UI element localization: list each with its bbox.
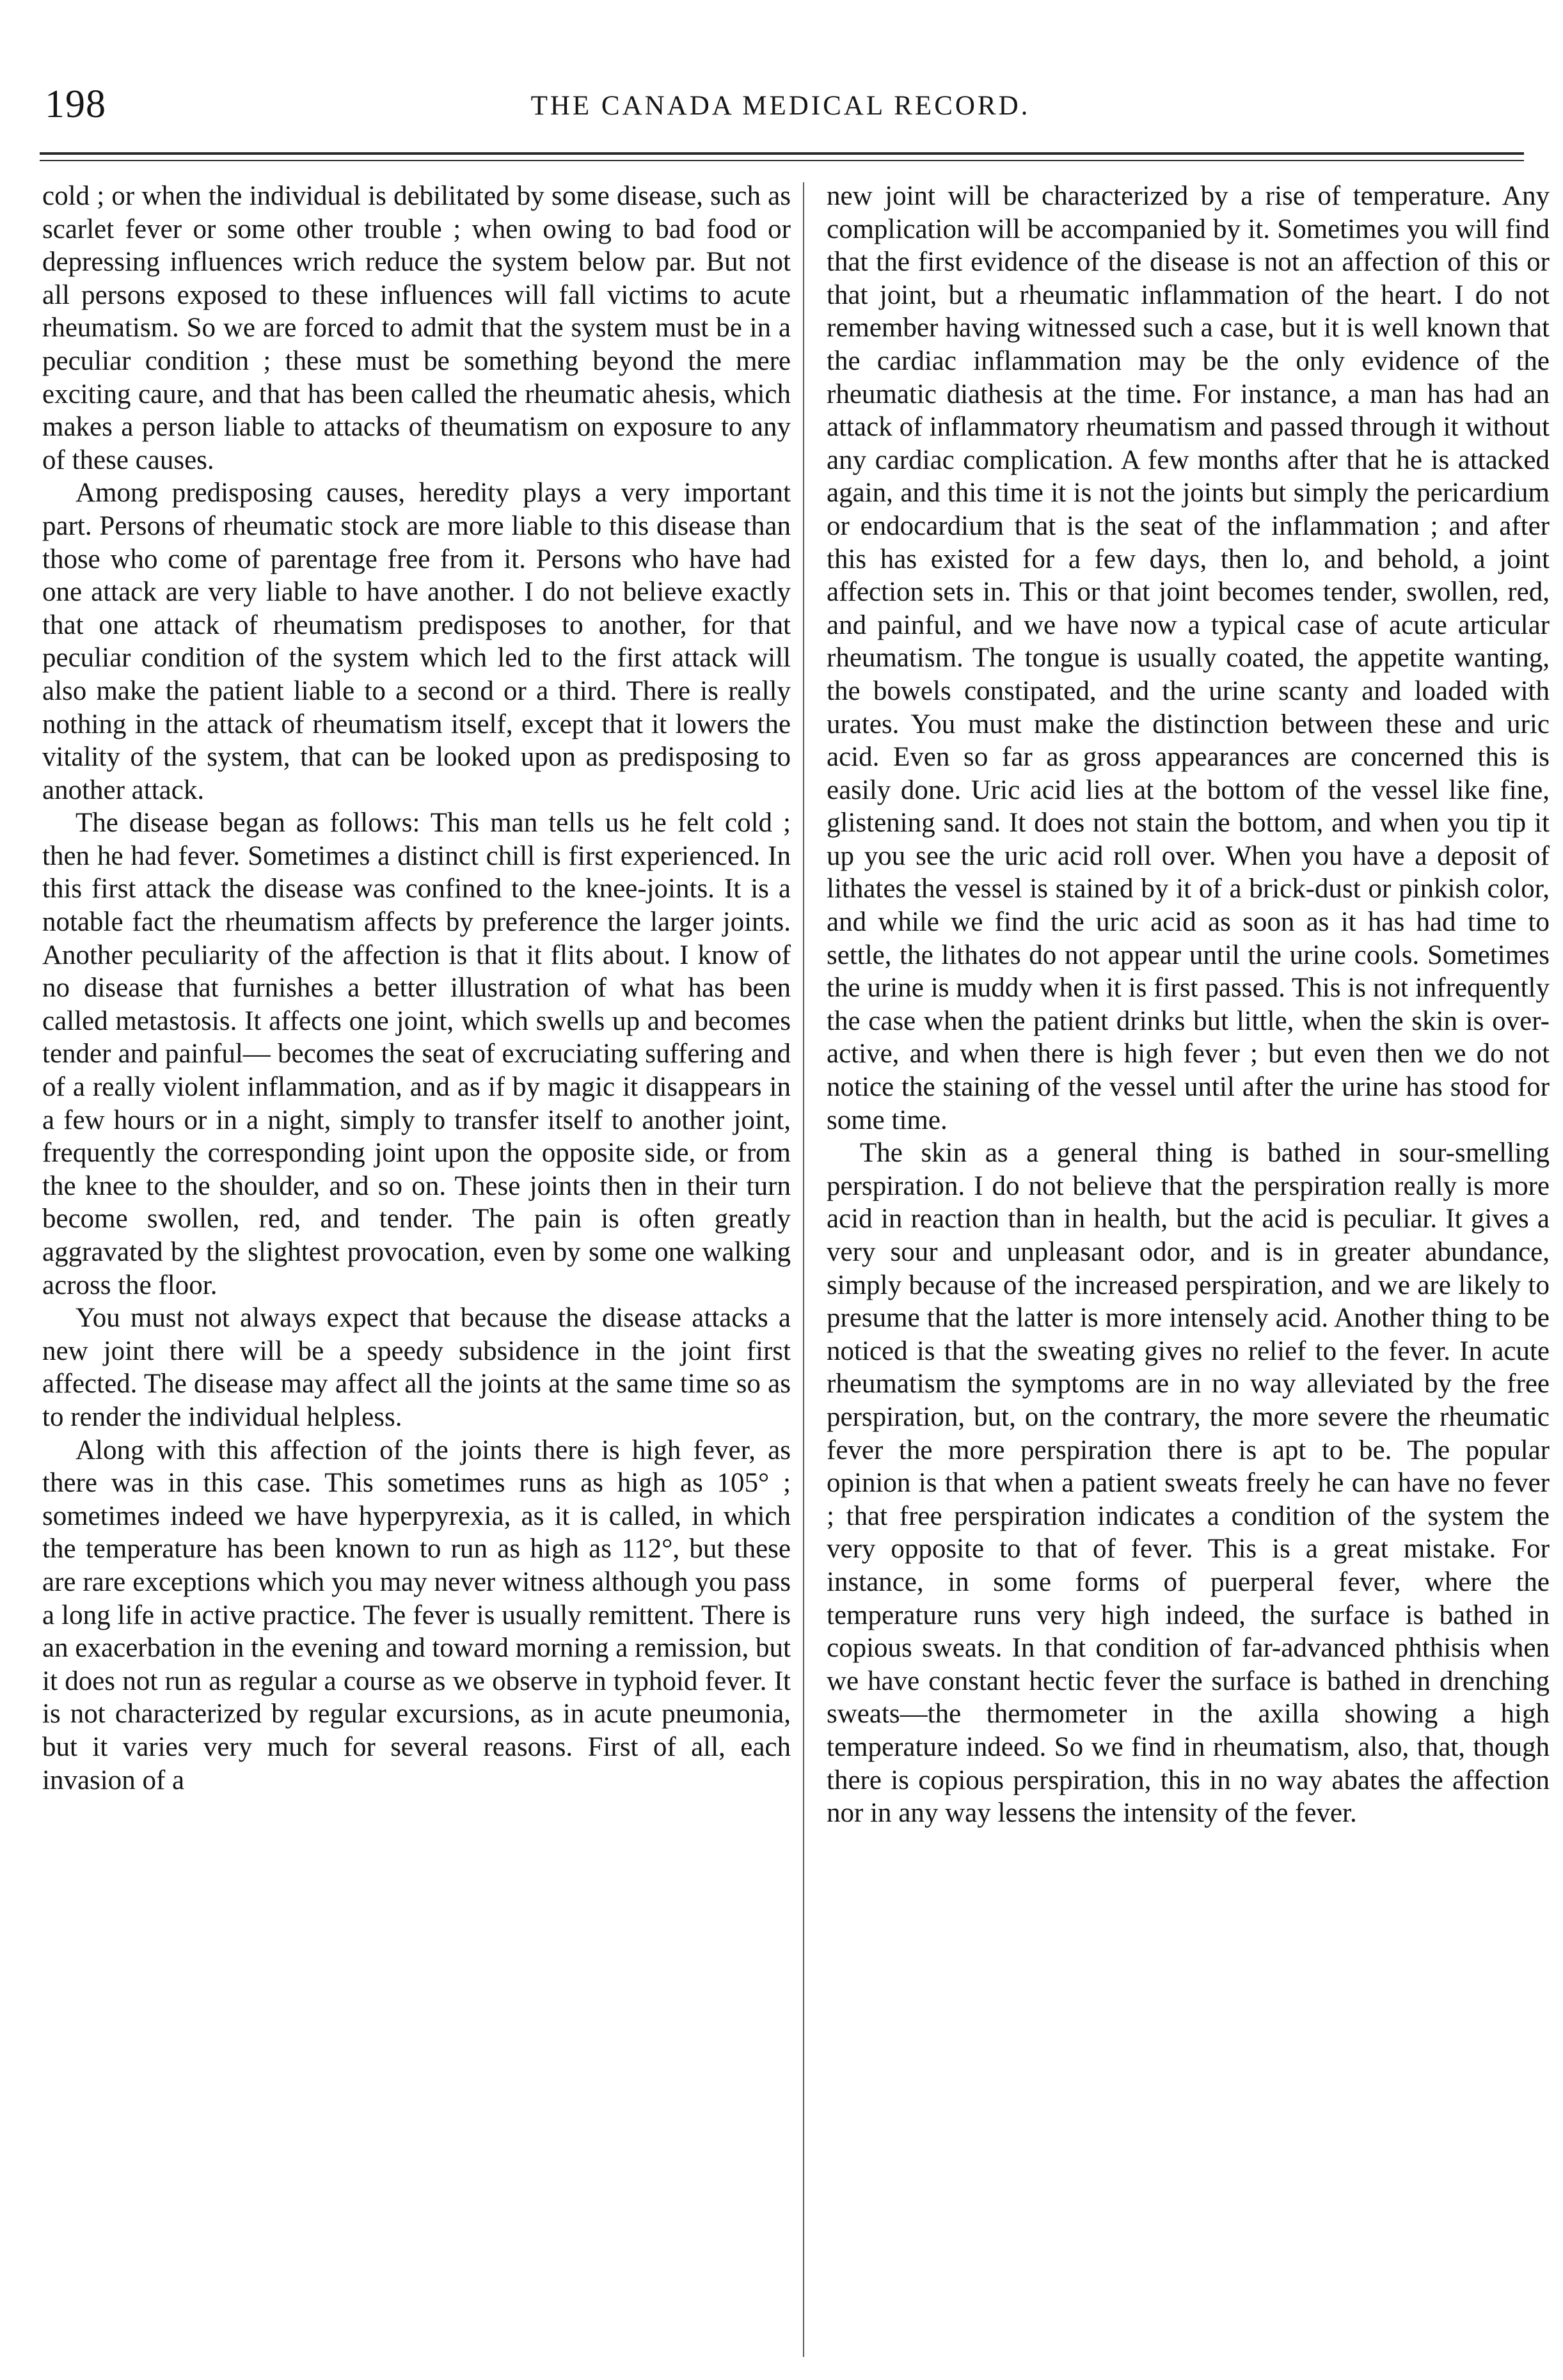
paragraph: Along with this affection of the joints there is high fever, as there was in this case. This sometimes runs as high as 105° ; sometimes indeed we have hyperpyrexia, as it is called, in which the temperature has been known to run as high as 112°, but these are rare exceptions which you may never witness although you pass a long life in active practice. The fever is usually remittent. There is an exacerbation in the evening and toward morning a remission, but it does not run as regular a course as we observe in typhoid fever. It is not characterized by regular excursions, as in acute pneumonia, but it varies very much for several reasons. First of all, each invasion of a <box>42 1435 791 1795</box>
paragraph: The disease began as follows: This man tells us he felt cold ; then he had fever. Sometimes a distinct chill is first experienced. In this first attack the disease was confined to the knee-joints. It is a notable fact the rheumatism affects by preference the larger joints. Another peculiarity of the affection is that it flits about. I know of no disease that furnishes a better illustration of what has been called metastosis. It affects one joint, which swells up and becomes tender and painful— becomes the seat of excruciating suffering and of a really violent inflammation, and as if by magic it disappears in a few hours or in a night, simply to transfer itself to another joint, frequently the corresponding joint upon the opposite side, or from the knee to the shoulder, and so on. These joints then in their turn become swollen, red, and tender. The pain is often greatly aggravated by the slightest provocation, even by some one walking across the floor. <box>42 808 791 1300</box>
paragraph: cold ; or when the individual is debilitated by some disease, such as scarlet fever or some other trouble ; when owing to bad food or depressing influences wrich reduce the system below par. But not all persons exposed to these influences will fall victims to acute rheumatism. So we are forced to admit that the system must be in a peculiar condition ; these must be something beyond the mere exciting caure, and that has been called the rheumatic ahesis, which makes a person liable to attacks of theumatism on exposure to any of these causes. <box>42 181 791 475</box>
page-number: 198 <box>45 83 106 126</box>
left-column <box>42 180 791 2367</box>
paragraph: Among predisposing causes, heredity plays a very important part. Persons of rheumatic stock are more liable to this disease than those who come of parentage free from it. Persons who have had one attack are very liable to have another. I do not believe exactly that one attack of rheumatism predisposes to another, for that peculiar condition of the system which led to the first attack will also make the patient liable to a second or a third. There is really nothing in the attack of rheumatism itself, except that it lowers the vitality of the system, that can be looked upon as predisposing to another attack. <box>42 478 791 805</box>
paragraph: You must not always expect that because the disease attacks a new joint there will be a speedy subsidence in the joint first affected. The disease may affect all the joints at the same time so as to render the individual helpless. <box>42 1303 791 1432</box>
paragraph: The skin as a general thing is bathed in sour-smelling perspiration. I do not believe that the perspiration really is more acid in reaction than in health, but the acid is peculiar. It gives a very sour and unpleasant odor, and is in greater abundance, simply because of the increased perspiration, and we are likely to presume that the latter is more intensely acid. Another thing to be noticed is that the sweating gives no relief to the fever. In acute rheumatism the symptoms are in no way alleviated by the free perspiration, but, on the contrary, the more severe the rheumatic fever the more perspiration there is apt to be. The popular opinion is that when a patient sweats freely he can have no fever ; that free perspiration indicates a condition of the system the very opposite to that of fever. This is a great mistake. For instance, in some forms of puerperal fever, where the temperature runs very high indeed, the surface is bathed in copious sweats. In that condition of far-advanced phthisis when we have constant hectic fever the surface is bathed in drenching sweats—the thermometer in the axilla showing a high temperature indeed. So we find in rheumatism, also, that, though there is copious perspiration, this in no way abates the affection nor in any way lessens the intensity of the fever. <box>827 1138 1550 1829</box>
paragraph: new joint will be characterized by a rise of temperature. Any complication will be accompanied by it. Sometimes you will find that the first evidence of the disease is not an affection of this or that joint, but a rheumatic inflammation of the heart. I do not remember having witnessed such a case, but it is well known that the cardiac inflammation may be the only evidence of the rheumatic diathesis at the time. For instance, a man has had an attack of inflammatory rheumatism and passed through it without any cardiac complication. A few months after that he is attacked again, and this time it is not the joints but simply the pericardium or endocardium that is the seat of the inflammation ; and after this has existed for a few days, then lo, and behold, a joint affection sets in. This or that joint becomes tender, swollen, red, and painful, and we have now a typical case of acute articular rheumatism. The tongue is usually coated, the appetite wanting, the bowels constipated, and the urine scanty and loaded with urates. You must make the distinction between these and uric acid. Even so far as gross appearances are concerned this is easily done. Uric acid lies at the bottom of the vessel like fine, glistening sand. It does not stain the bottom, and when you tip it up you see the uric acid roll over. When you have a deposit of lithates the vessel is stained by it of a brick-dust or pinkish color, and while we find the uric acid as soon as it has had time to settle, the lithates do not appear until the urine cools. Sometimes the urine is muddy when it is first passed. This is not infrequently the case when the patient drinks but little, when the skin is over-active, and when there is high fever ; but even then we do not notice the staining of the vessel until after the urine has stood for some time. <box>827 181 1550 1135</box>
page-header <box>38 82 1523 127</box>
column-divider <box>803 182 804 2357</box>
running-title: THE CANADA MEDICAL RECORD. <box>530 91 1031 121</box>
right-column <box>827 180 1550 2367</box>
header-rule-thick <box>40 152 1524 155</box>
header-rule-thin <box>40 160 1524 161</box>
